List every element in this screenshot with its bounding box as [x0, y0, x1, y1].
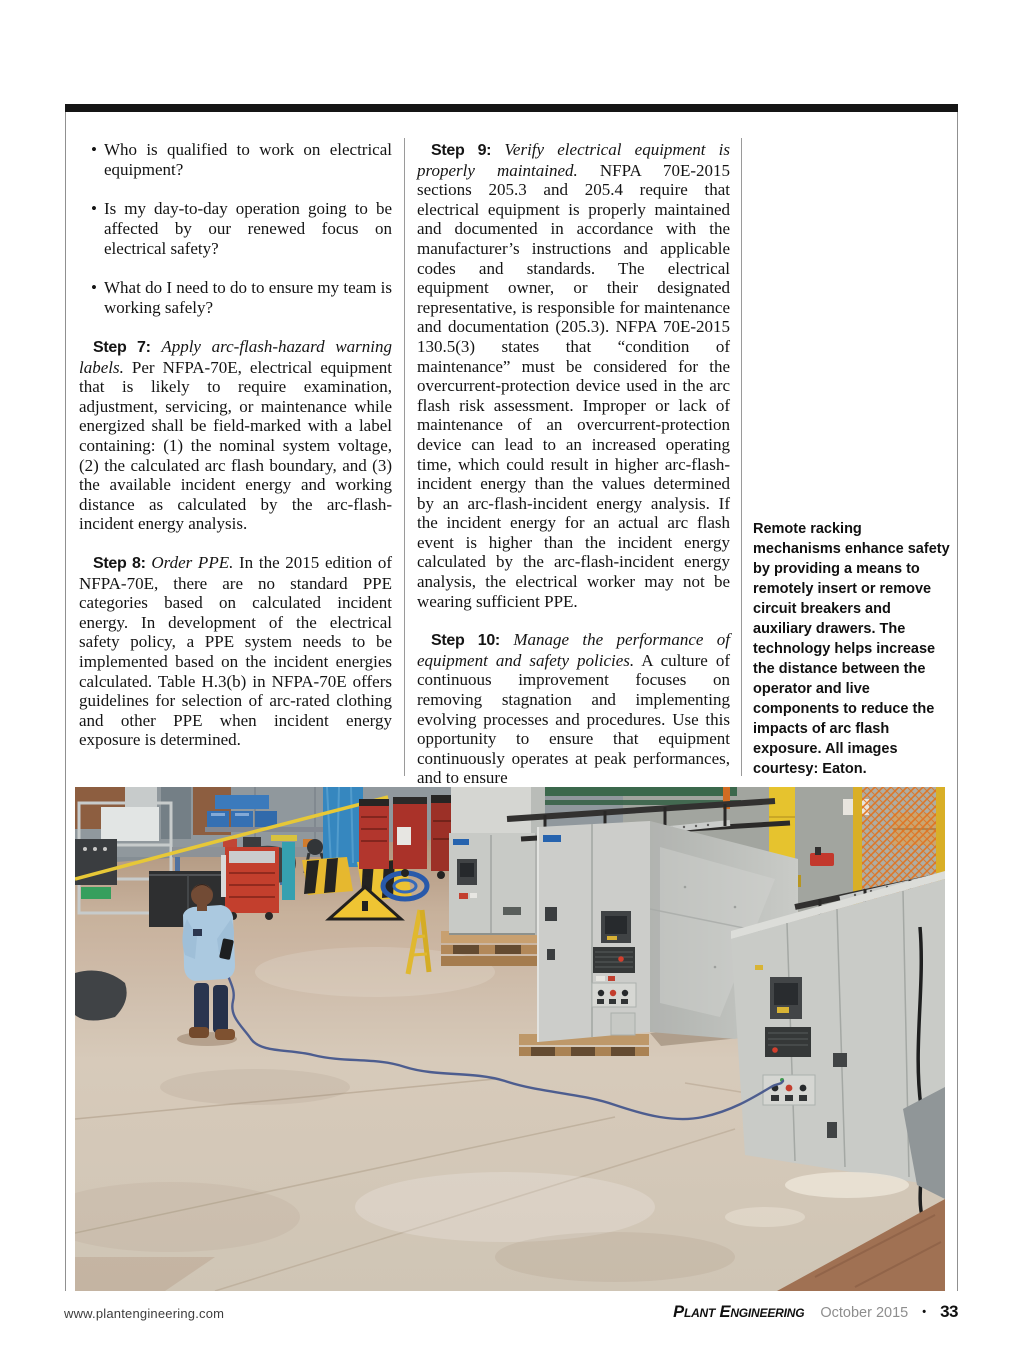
photo-caption: Remote racking mechanisms enhance safety by providing a means to remotely insert or remove circuit breakers and auxiliary drawers. The technology helps increase the distance between the operator and live components to reduce the impacts of arc flash exposure. All images courtesy: Eaton.	[753, 521, 950, 777]
page-number: 33	[940, 1302, 958, 1321]
bullet-text: Who is qualified to work on electrical equipment?	[104, 140, 392, 179]
step-9-paragraph	[417, 140, 730, 611]
bullet-marker: •	[91, 278, 97, 297]
column-separator-1	[404, 138, 405, 776]
article-photo	[75, 787, 945, 1291]
step-7-paragraph	[79, 337, 392, 534]
plant-floor-photo	[75, 787, 945, 1291]
question-bullet-list	[79, 140, 392, 318]
step-10-body: A culture of continuous improvement focuses on removing stagnation and implementing evolving processes and procedures. Use this opportunity to ensure that equipment continuously operates at peak performances, and to ensure	[417, 650, 731, 788]
list-item	[79, 199, 392, 259]
footer-right	[673, 1302, 958, 1322]
left-edge-rule	[65, 112, 66, 1291]
step-10-label: Step 10:	[431, 632, 500, 650]
step-9-label: Step 9:	[431, 142, 492, 159]
magazine-wordmark: Plant Engineering	[673, 1303, 805, 1321]
step-8-paragraph	[79, 553, 392, 750]
footer-separator-dot: •	[922, 1306, 927, 1318]
list-item	[79, 278, 392, 318]
list-item	[79, 140, 392, 180]
article-column-1	[79, 140, 392, 769]
step-8-body: In the 2015 edition of NFPA-70E, there are no standard PPE categories based on calculated incident energy. In development of the electrical safety policy, a PPE system needs to be implemented based on the incident energies calculated. Table H.3(b) in NFPA-70E offers guidelines for selection of arc-rated clothing and other PPE when incident energy exposure is determined.	[79, 552, 393, 750]
column-separator-2	[741, 138, 742, 776]
step-10-paragraph	[417, 630, 730, 788]
step-8-lead: Order PPE.	[151, 552, 234, 572]
step-7-lead: Apply arc-flash-hazard warning labels.	[79, 337, 392, 377]
photo-tone-overlay	[75, 787, 945, 1291]
step-8-label: Step 8:	[93, 554, 146, 572]
right-edge-rule	[957, 112, 958, 1291]
bullet-text: What do I need to do to ensure my team is working safely?	[104, 278, 392, 317]
bullet-marker: •	[91, 199, 97, 218]
step-7-label: Step 7:	[93, 339, 151, 356]
step-9-body: NFPA 70E-2015 sections 205.3 and 205.4 require that electrical equipment is properly maintained and documented in accordance with the manufacturer’s instructions and applicable codes and standards. The electrical equipment owner, or their designated representative, is responsible for maintenance and documentation (205.3). NFPA 70E-2015 130.5(3) states that “condition of maintenance” must be considered for the overcurrent-protection device used in the arc flash risk assessment. Improper or lack of maintenance of an overcurrent-protection device can lead to an increased operating time, which could result in higher arc-flash-incident energy than the values determined by an arc-flash-incident energy analysis. If the incident energy for an actual arc flash event is higher than the incident energy calculated by the arc-flash-incident energy analysis, the electrical worker may not be wearing sufficient PPE.	[417, 160, 730, 611]
footer-website: www.plantengineering.com	[64, 1306, 225, 1321]
step-9-lead: Verify electrical equipment is properly maintained.	[417, 140, 731, 180]
step-10-lead: Manage the performance of equipment and safety policies.	[417, 630, 731, 670]
article-column-2	[417, 140, 730, 807]
bullet-text: Is my day-to-day operation going to be affected by our renewed focus on electrical safety?	[104, 199, 392, 258]
bullet-marker: •	[91, 140, 97, 159]
top-rule-bar	[65, 104, 958, 112]
step-7-body: Per NFPA-70E, electrical equipment that is likely to require examination, adjustment, servicing, or maintenance while energized shall be field-marked with a label containing: (1) the nominal system voltage, (2) the calculated arc flash boundary, and (3) the available incident energy and working distance as calculated by the arc-flash-incident energy analysis.	[79, 357, 392, 534]
issue-date: October 2015	[820, 1305, 909, 1321]
